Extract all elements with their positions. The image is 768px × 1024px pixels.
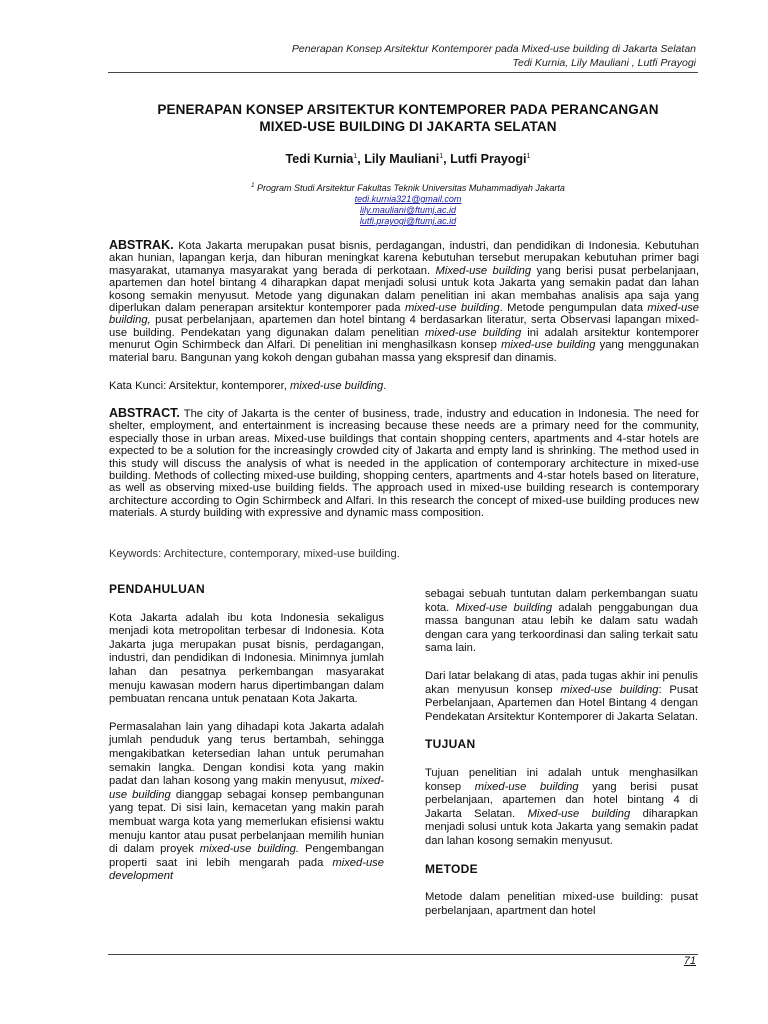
heading-metode: METODE	[425, 861, 478, 876]
footer-rule	[108, 954, 698, 955]
body-paragraph: Permasalahan lain yang dihadapi kota Jakarta adalah jumlah penduduk yang terus bertambah, sehingga mengakibatkan ketersedian lahan untuk perumahan semakin langka. Dengan kondisi kota yang makin padat dan lahan kosong yang makin menyusut, mixed-use building dianggap sebagai konsep pembangunan yang tepat. Di sisi lain, kemacetan yang makin parah membuat warga kota yang memerlukan efisiensi waktu menuju kantor atau pusat perbelanjaan memilih hunian di dalam proyek mixed-use building. Pengembangan properti saat ini lebih mengarah pada mixed-use development	[109, 720, 385, 883]
affiliation-text: $^1$ Program Studi Arsitektur Fakultas Teknik Universitas Muhammadiyah Jakarta	[251, 183, 565, 193]
body-paragraph: Kota Jakarta adalah ibu kota Indonesia sekaligus menjadi kota metropolitan terbesar di Indonesia. Kota Jakarta juga merupakan pusat bisnis, perdagangan, industri, dan pendidikan di Indonesia. Minimnya jumlah lahan dan pesatnya perkembangan masyarakat menuju kawasan modern harus dipertimbangan dalam pembuatan rencana untuk penataan Kota Jakarta.	[109, 611, 384, 706]
email-link[interactable]: lily.mauliani@ftumj.ac.id	[360, 205, 456, 215]
right-column	[425, 588, 698, 932]
left-column	[109, 583, 384, 898]
header-rule	[108, 72, 698, 73]
body-paragraph: Dari latar belakang di atas, pada tugas akhir ini penulis akan menyusun konsep mixed-use building: Pusat Perbelanjaan, Apartemen dan Hotel Bintang 4 dengan Pendekatan Arsitektur Kontemporer di Jakarta Selatan.	[425, 669, 699, 723]
abstrak-label: ABSTRAK.	[109, 238, 174, 252]
abstract-label: ABSTRACT.	[109, 406, 180, 420]
author-name: Lily Mauliani	[364, 152, 440, 166]
email-link[interactable]: tedi.kurnia321@gmail.com	[354, 194, 462, 204]
author-sup: 1	[353, 152, 358, 160]
abstract-paragraph: ABSTRACT. The city of Jakarta is the center of business, trade, industry and education in Indonesia. The need for shelter, employment, and entertainment is increasing because these needs are a primary need for the community, especially those in urban areas. Mixed-use buildings that contain shopping centers, apartments and 4-star hotels are expected to be a solution for the increasingly crowded city of Jakarta and empty land is shrinking. The method used in this study will discuss the analysis of what is needed in the application of contemporary architecture in mixed-use building. Methods of collecting mixed-use building, shopping centers, apartments and 4-star hotels based on literature, as well as observing mixed-use building fields. The approach used in mixed-use building research is contemporary architecture according to Ogin Schirmbeck and Alfari. In this research the concept of mixed-use building produces new materials. A sturdy building with expressive and dynamic mass composition.	[109, 406, 699, 520]
body-paragraph: Metode dalam penelitian mixed-use building: pusat perbelanjaan, apartment dan hotel	[425, 891, 698, 917]
running-head-title: Penerapan Konsep Arsitektur Kontemporer pada Mixed-use building di Jakarta Selatan	[291, 43, 696, 55]
running-head	[176, 42, 696, 70]
running-head-authors: Tedi Kurnia, Lily Mauliani , Lutfi Prayogi	[512, 57, 696, 69]
author-sup: 1	[439, 152, 444, 160]
keywords: Keywords: Architecture, contemporary, mixed-use building.	[109, 548, 400, 560]
abstrak-paragraph: ABSTRAK. Kota Jakarta merupakan pusat bisnis, perdagangan, industri, dan pendidikan di Indonesia. Kebutuhan akan hunian, lapangan kerja, dan hiburan meningkat karena kebutuhan tersebut merupakan kebutuhan primer bagi masyarakat, utamanya masyarakat yang berada di perkotaan. Mixed-use building yang berisi pusat perbelanjaan, apartemen dan hotel bintang 4 diharapkan dapat menjadi solusi untuk kota Jakarta yang semakin padat dan lahan kosong semakin menyusut. Metode yang digunakan dalam penelitian ini akan membahas analisis apa saja yang diperlukan dalam penerapan arsitektur kontemporer pada mixed-use building. Metode pengumpulan data mixed-use building, pusat perbelanjaan, apartemen dan hotel bintang 4 berdasarkan literatur, serta Observasi lapangan mixed-use building. Pendekatan yang digunakan dalam penelitian mixed-use building ini adalah arsitektur kontemporer menurut Ogin Schirmbeck dan Alfari. Di penelitian ini menghasilkasn konsep mixed-use building yang menggunakan material baru. Bangunan yang kokoh dengan gubahan massa yang ekspresif dan dinamis.	[109, 238, 700, 364]
author-sup: 1	[526, 152, 531, 160]
page-number: 71	[683, 955, 696, 967]
author-name: Tedi Kurnia	[285, 152, 354, 166]
email-link[interactable]: lutfi.prayogi@ftumj.ac.id	[359, 216, 457, 226]
kata-kunci: Kata Kunci: Arsitektur, kontemporer, mixed-use building.	[109, 380, 387, 392]
heading-pendahuluan: PENDAHULUAN	[109, 582, 205, 596]
title-line-1: PENERAPAN KONSEP ARSITEKTUR KONTEMPORER PADA PERANCANGAN	[157, 102, 659, 117]
paper-title	[108, 101, 708, 135]
author-list: Tedi Kurnia$^1$, Lily Mauliani$^1$, Lutfi Prayogi$^1$	[285, 152, 531, 166]
heading-tujuan: TUJUAN	[425, 737, 476, 752]
body-paragraph: Tujuan penelitian ini adalah untuk menghasilkan konsep mixed-use building yang berisi pusat perbelanjaan, apartemen dan hotel bintang 4 di Jakarta Selatan. Mixed-use building diharapkan menjadi solusi untuk kota Jakarta yang semakin padat dan lahan kosong semakin menyusut.	[425, 766, 699, 847]
affiliation	[108, 181, 708, 227]
author-name: Lutfi Prayogi	[450, 152, 527, 166]
title-line-2: MIXED-USE BUILDING DI JAKARTA SELATAN	[259, 119, 557, 134]
body-paragraph: sebagai sebuah tuntutan dalam perkembangan suatu kota. Mixed-use building adalah penggabungan dua massa bangunan atau lebih ke dalam satu wadah dengan cara yang terkoordinasi dan saling terkait satu sama lain.	[425, 588, 698, 655]
